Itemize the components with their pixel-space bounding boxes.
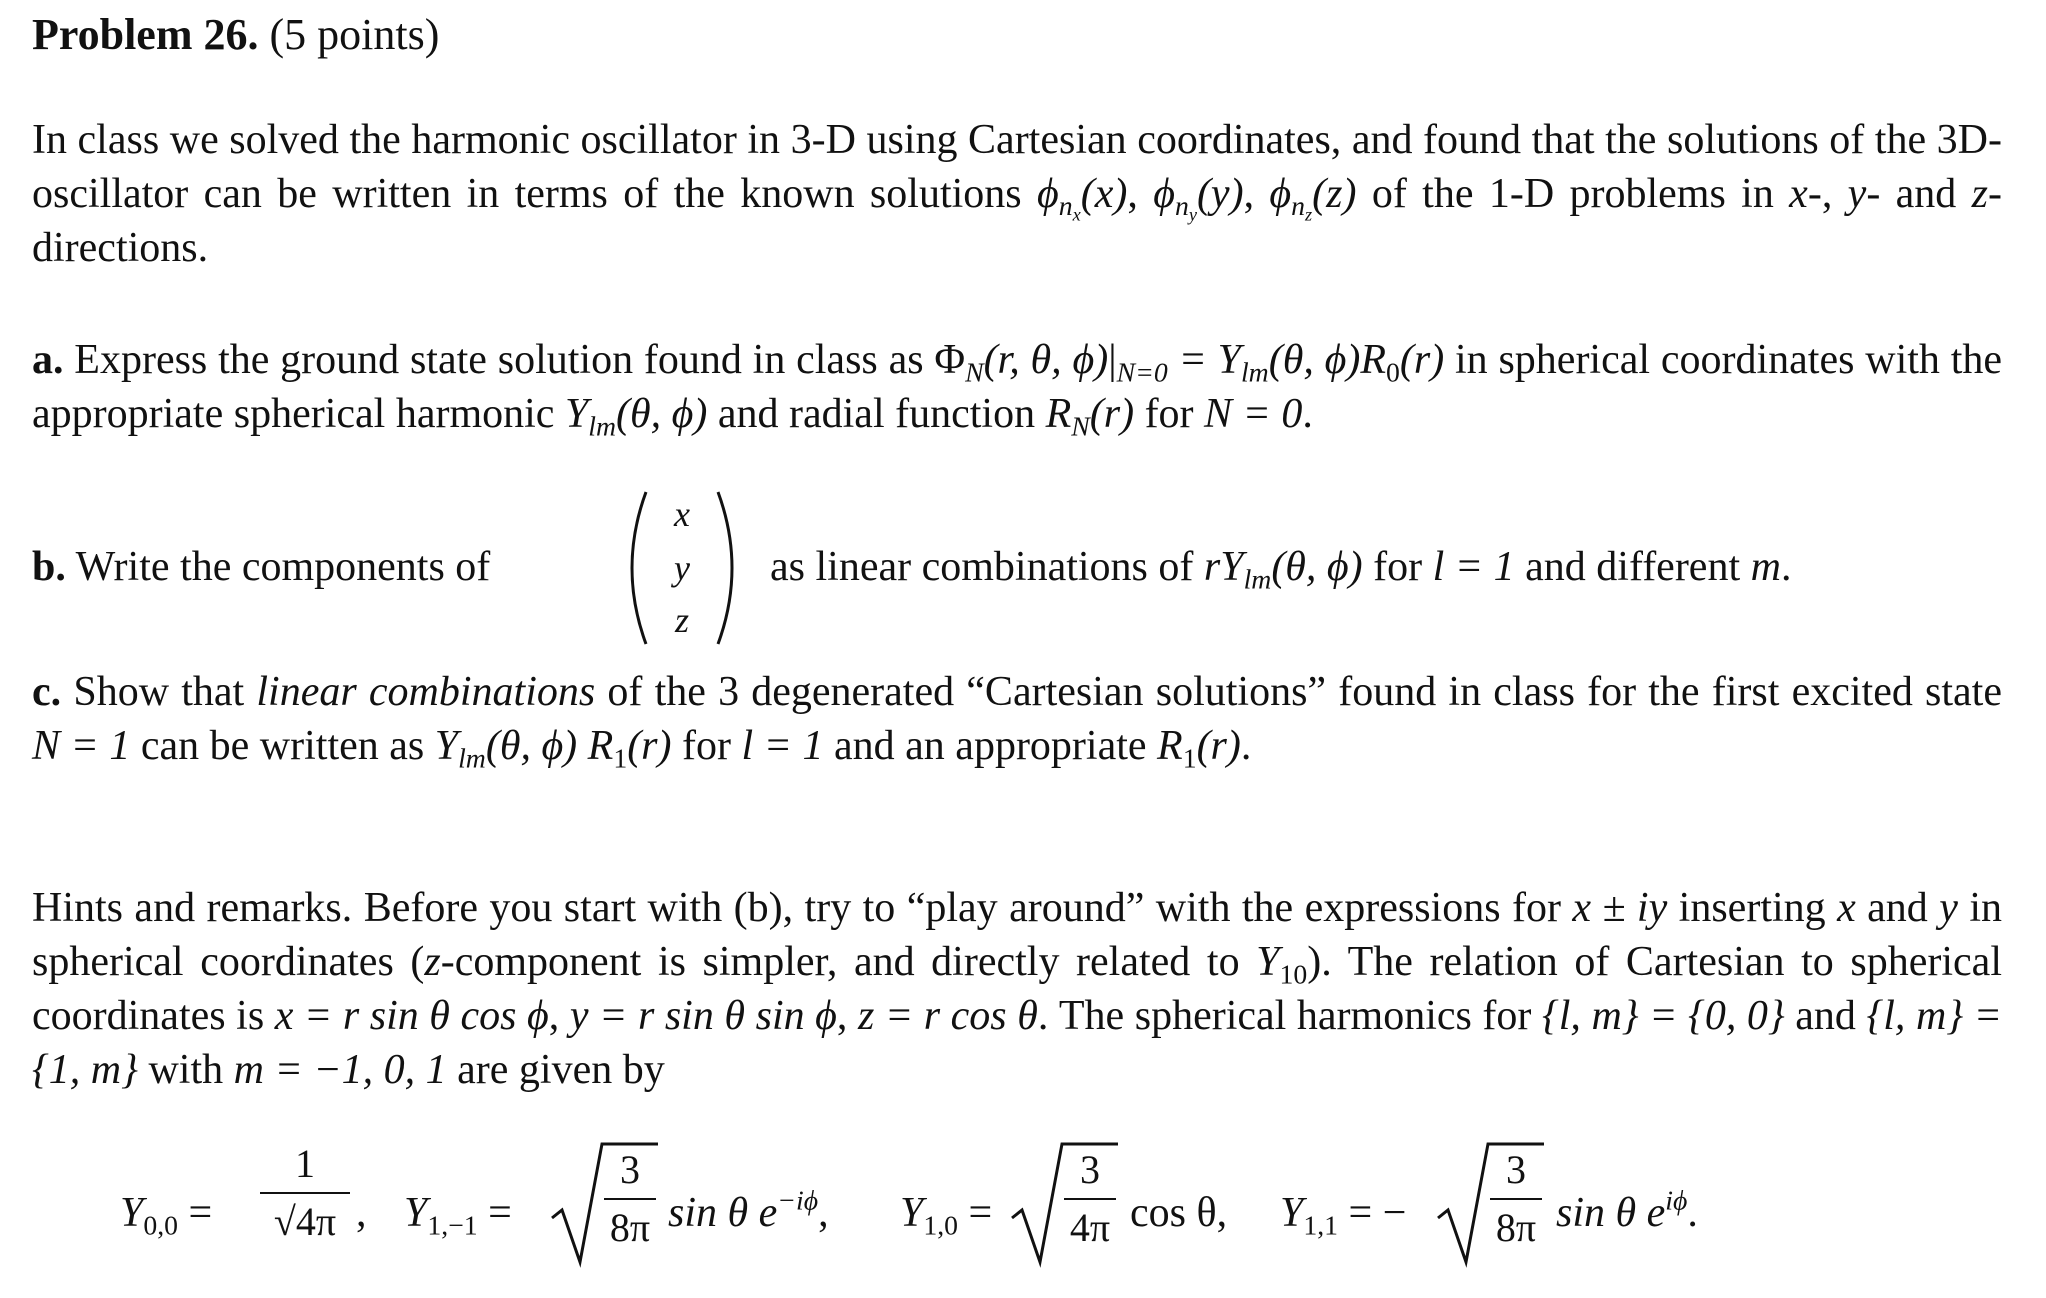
fraction [1064, 1146, 1116, 1252]
part-b-trail [770, 540, 1791, 594]
fraction-denominator: √4π [273, 1199, 337, 1244]
part-b-text-2: as linear combinations of [770, 544, 1204, 590]
relation-y: y = r sin θ sin ϕ [569, 993, 837, 1039]
fraction-numerator: 3 [620, 1147, 640, 1192]
sep: , [548, 993, 570, 1039]
problem-title [32, 8, 2002, 62]
fraction-bar [1064, 1198, 1116, 1200]
l-eq-1: l = 1 [1432, 544, 1515, 590]
set-l1-m: {l, m} = {1, m} [32, 993, 2003, 1093]
arg-r: (r) [627, 723, 672, 769]
m-values: m = −1, 0, 1 [233, 1047, 447, 1093]
Y11-tail [1556, 1186, 1698, 1240]
fraction-numerator: 3 [1080, 1147, 1100, 1192]
problem-points: (5 points) [269, 10, 440, 59]
args-theta-phi: (θ, ϕ) [616, 391, 708, 437]
relation-x: x = r sin θ cos ϕ [274, 993, 549, 1039]
part-c-text-3: can be written as [130, 723, 435, 769]
x-plus-minus-iy: x ± iy [1572, 885, 1668, 931]
y-symbol: y [1939, 885, 1958, 931]
sqrt-3-over-8pi [550, 1140, 660, 1270]
Y-symbol: Y [900, 1190, 924, 1236]
Y00-lhs [120, 1186, 212, 1240]
xyz-column-vector [612, 488, 752, 648]
Y00-fraction [260, 1140, 350, 1246]
part-c [32, 665, 2002, 773]
intro-text-3: -, [1807, 171, 1848, 217]
part-a-label: a. [32, 337, 64, 383]
x-symbol: x [1837, 885, 1856, 931]
part-a-text-3: and radial function [707, 391, 1046, 437]
phi-symbol: ϕ [1153, 171, 1175, 217]
fraction-bar [604, 1198, 656, 1200]
intro-text-4: - and [1866, 171, 1972, 217]
Y1m1-tail [668, 1186, 829, 1240]
arg-z: (z) [1312, 171, 1357, 217]
Y-symbol: Y [1256, 939, 1280, 985]
R-symbol: R [1045, 391, 1072, 437]
sub-0: 0 [1386, 356, 1400, 388]
part-c-text-5: and an appropriate [823, 723, 1158, 769]
arg-r: (r) [1196, 723, 1241, 769]
equals: = [958, 1190, 993, 1236]
part-b-text-5: . [1780, 544, 1792, 590]
sep: , [836, 993, 858, 1039]
Y-symbol: Y [404, 1190, 428, 1236]
sub-1: 1 [613, 742, 628, 774]
N-eq-1: N = 1 [32, 723, 131, 769]
arg-y: (y) [1196, 171, 1244, 217]
sub-1-minus-1: 1,−1 [427, 1209, 478, 1241]
sub-lm: lm [1243, 563, 1272, 595]
relation-z: z = r cos θ [857, 993, 1038, 1039]
dir-z: z [1971, 171, 1989, 217]
Y-symbol: Y [434, 723, 459, 769]
vector-x: x [674, 494, 690, 534]
sin-theta-e: sin θ e [668, 1190, 778, 1236]
Y10-lhs [900, 1186, 992, 1240]
args-theta-phi: (θ, ϕ) [1271, 544, 1363, 590]
sep: , [1243, 171, 1270, 217]
Y10-tail: cos θ, [1130, 1190, 1228, 1236]
sub-11: 1,1 [1303, 1209, 1339, 1241]
arg-x: (x) [1080, 171, 1128, 217]
linear-combinations-emph: linear combinations [256, 669, 596, 715]
vector-z: z [674, 600, 689, 640]
hints-paragraph [32, 881, 2002, 1097]
hints-text-7: . The spherical harmonics for [1037, 993, 1542, 1039]
part-a-text-4: for [1134, 391, 1205, 437]
set-l0-m0: {l, m} = {0, 0} [1541, 993, 1785, 1039]
hints-text-5: -component is simpler, and directly related to [440, 939, 1257, 985]
Phi-symbol: Φ [934, 337, 966, 383]
sub-n: n [1058, 190, 1073, 222]
N-eq-0: N = 0 [1204, 391, 1303, 437]
Y-symbol: Y [120, 1190, 144, 1236]
Y-symbol: Y [564, 391, 589, 437]
part-b [32, 488, 2002, 648]
arg-r: (r) [1089, 391, 1135, 437]
exponent-i-phi: iϕ [1665, 1184, 1688, 1216]
sqrt-3-over-8pi [1436, 1140, 1546, 1270]
intro-text-1: In class we solved the harmonic oscillator in 3-D using Cartesian coordinates, and found that the solutions of the 3D-oscillator can be written in terms of the known solutions [32, 117, 2002, 217]
rY-symbol: rY [1203, 544, 1244, 590]
equals: = [477, 1190, 512, 1236]
part-b-lead [32, 540, 490, 594]
sub-y: y [1188, 204, 1197, 225]
period: . [1687, 1190, 1698, 1236]
sub-lm: lm [1240, 356, 1269, 388]
intro-text-2: of the 1-D problems in [1356, 171, 1790, 217]
fraction-denominator: 8π [1495, 1205, 1537, 1250]
spherical-harmonics-formula [120, 1140, 2020, 1280]
comma: , [356, 1190, 367, 1236]
sub-00: 0,0 [143, 1209, 179, 1241]
Y11-lhs [1280, 1186, 1406, 1240]
args-r-theta-phi: (r, θ, ϕ) [983, 337, 1109, 383]
sep: , [1127, 171, 1154, 217]
fraction-denominator: 4π [1069, 1205, 1111, 1250]
part-b-label: b. [32, 544, 66, 590]
sqrt-3-over-4pi [1010, 1140, 1120, 1270]
args-theta-phi-R: (θ, ϕ)R [1268, 337, 1386, 383]
l-eq-1: l = 1 [741, 723, 824, 769]
fraction [604, 1146, 656, 1252]
part-b-text-1: Write the components of [65, 544, 491, 590]
part-c-text-1: Show that [61, 669, 257, 715]
part-c-text-2: of the 3 degenerated “Cartesian solutions” found in class for the first excited state [595, 669, 2002, 715]
vector-y: y [674, 548, 690, 588]
Y-symbol: Y [1280, 1190, 1304, 1236]
hints-text-9: with [137, 1047, 234, 1093]
m-symbol: m [1750, 544, 1781, 590]
sub-N: N [965, 356, 984, 388]
fraction-numerator: 3 [1506, 1147, 1526, 1192]
fraction-bar [1490, 1198, 1542, 1200]
sub-N: N [1071, 410, 1090, 442]
equals: = [178, 1190, 213, 1236]
hints-text-6: ). The relation of Cartesian to spherical coordinates is [32, 939, 2002, 1039]
dir-y: y [1847, 171, 1867, 217]
equals-minus: = − [1338, 1190, 1407, 1236]
hints-text-10: are given by [446, 1047, 665, 1093]
part-a [32, 333, 2002, 441]
Y1m1-lhs [404, 1186, 512, 1240]
sub-lm: lm [458, 742, 486, 774]
hints-text-3: and [1855, 885, 1940, 931]
arg-r: (r) [1399, 337, 1445, 383]
hints-text-1: Hints and remarks. Before you start with (b), try to “play around” with the expressions for [32, 885, 1573, 931]
comma: , [818, 1190, 829, 1236]
hints-text-4: in spherical coordinates ( [32, 885, 2002, 985]
part-a-text-2: in spherical coordinates with the appropriate spherical harmonic [32, 337, 2003, 437]
part-b-text-3: for [1362, 544, 1433, 590]
sub-10: 1,0 [923, 1209, 959, 1241]
part-b-text-4: and different [1514, 544, 1751, 590]
eq-Y: = Y [1167, 337, 1241, 383]
dir-x: x [1789, 171, 1808, 217]
part-a-text-5: . [1302, 391, 1313, 437]
args-theta-phi-R: (θ, ϕ) R [485, 723, 614, 769]
sub-10: 10 [1279, 958, 1308, 990]
part-c-label: c. [32, 669, 62, 715]
intro-paragraph [32, 113, 2002, 275]
fraction-bar [260, 1192, 350, 1194]
part-a-text-1: Express the ground state solution found in class as [63, 337, 935, 383]
problem-label: Problem 26. [32, 10, 259, 59]
sub-N-eq-0: N=0 [1116, 356, 1168, 388]
sub-lm: lm [588, 410, 617, 442]
fraction-numerator: 1 [295, 1141, 315, 1186]
sub-n: n [1291, 190, 1306, 222]
exponent-minus-i-phi: −iϕ [777, 1184, 819, 1216]
evaluation-bar: | [1108, 337, 1117, 383]
hints-text-8: and [1784, 993, 1867, 1039]
fraction [1490, 1146, 1542, 1252]
fraction-denominator: 8π [609, 1205, 651, 1250]
part-c-text-4: for [671, 723, 742, 769]
sub-1: 1 [1182, 742, 1197, 774]
z-symbol: z [424, 939, 441, 985]
sin-theta-e: sin θ e [1556, 1190, 1666, 1236]
sub-n: n [1174, 190, 1189, 222]
hints-text-2: inserting [1667, 885, 1838, 931]
intro-text-5: -directions. [32, 171, 2003, 271]
phi-symbol: ϕ [1269, 171, 1292, 217]
R-symbol: R [1157, 723, 1183, 769]
phi-symbol: ϕ [1036, 171, 1059, 217]
sub-x: x [1072, 204, 1081, 225]
sub-z: z [1305, 204, 1313, 225]
part-c-text-6: . [1240, 723, 1252, 769]
